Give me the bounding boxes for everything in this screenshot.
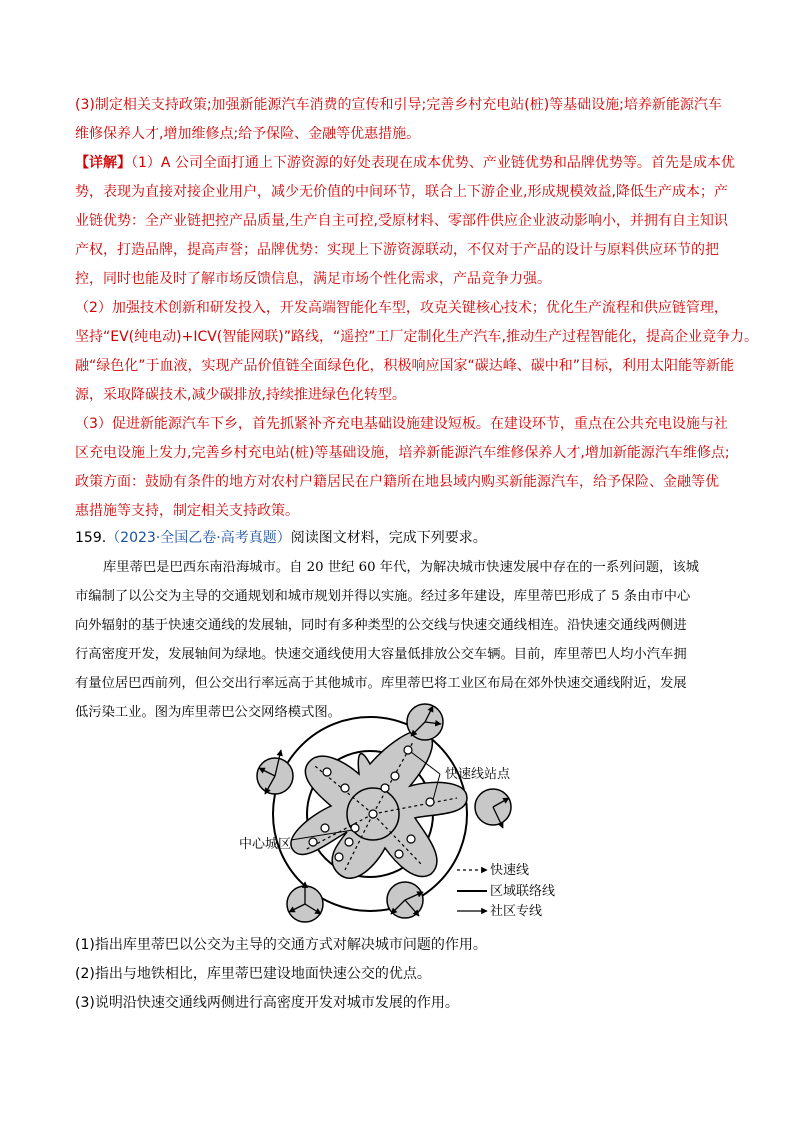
station bbox=[404, 746, 412, 754]
question-prompt: 阅读图文材料，完成下列要求。 bbox=[290, 530, 487, 546]
detail-line-12: 政策方面：鼓励有条件的地方对农村户籍居民在户籍所在地县域内购买新能源汽车，给予保险、金融等优 bbox=[75, 474, 719, 490]
legend-regional: 区域联络线 bbox=[490, 884, 556, 899]
subquestion-3: (3)说明沿快速交通线两侧进行高密度开发对城市发展的作用。 bbox=[75, 995, 459, 1011]
detail-line-4: 产权，打造品牌，提高声誉；品牌优势：实现上下游资源联动，不仅对于产品的设计与原料供应环节的把 bbox=[75, 242, 719, 258]
question-source: （2023·全国乙卷·高考真题） bbox=[106, 530, 291, 546]
station bbox=[351, 824, 359, 832]
station bbox=[369, 810, 377, 818]
station bbox=[391, 772, 399, 780]
station bbox=[345, 838, 353, 846]
answer-line-2: 维修保养人才,增加维修点;给予保险、金融等优惠措施。 bbox=[75, 126, 421, 142]
detail-line-10: （3）促进新能源汽车下乡，首先抓紧补齐充电基础设施建设短板。在建设环节，重点在公共充电设施与社 bbox=[75, 416, 728, 432]
passage-line-5: 有量位居巴西前列，但公交出行率远高于其他城市。库里蒂巴将工业区布局在郊外快速交通线附近，发展 bbox=[75, 676, 687, 691]
station bbox=[309, 838, 317, 846]
station bbox=[395, 850, 403, 858]
detail-tag: 【详解】 bbox=[75, 155, 131, 171]
station bbox=[381, 784, 389, 792]
passage-line-4: 行高密度开发，发展轴间为绿地。快速交通线使用大容量低排放公交车辆。目前，库里蒂巴人均小汽车拥 bbox=[75, 647, 687, 662]
station bbox=[323, 768, 331, 776]
subquestion-1: (1)指出库里蒂巴以公交为主导的交通方式对解决城市问题的作用。 bbox=[75, 937, 487, 953]
passage-line-1: 库里蒂巴是巴西东南沿海城市。自 20 世纪 60 年代，为解决城市快速发展中存在的一系列问题，该城 bbox=[103, 560, 699, 575]
passage-line-2: 市编制了以公交为主导的交通规划和城市规划并得以实施。经过多年建设，库里蒂巴形成了 5 条由市中心 bbox=[75, 589, 691, 604]
station bbox=[407, 835, 415, 843]
station bbox=[341, 784, 349, 792]
detail-line-7: 坚持“EV(纯电动)+ICV(智能网联)”路线，“遥控”工厂定制化生产汽车,推动生产过程智能化，提高企业竞争力。 bbox=[75, 329, 758, 345]
subquestion-2: (2)指出与地铁相比，库里蒂巴建设地面快速公交的优点。 bbox=[75, 966, 431, 982]
passage-line-3: 向外辐射的基于快速交通线的发展轴，同时有多种类型的公交线与快速交通线相连。沿快速交通线两侧进 bbox=[75, 618, 687, 633]
detail-line-2: 势，表现为直接对接企业用户，减少无价值的中间环节，联合上下游企业,形成规模效益,降低生产成本；产 bbox=[75, 184, 728, 200]
detail-line-6: （2）加强技术创新和研发投入，开发高端智能化车型，攻克关键核心技术；优化生产流程和供应链管理， bbox=[75, 300, 728, 316]
legend-community: 社区专线 bbox=[490, 904, 543, 919]
detail-line-9: 源，采取降碳技术,减少碳排放,持续推进绿色化转型。 bbox=[75, 387, 406, 403]
detail-line-3: 业链优势：全产业链把控产品质量,生产自主可控,受原材料、零部件供应企业波动影响小，并拥有自主知识 bbox=[75, 213, 728, 229]
detail-line-13: 惠措施等支持，制定相关支持政策。 bbox=[75, 503, 299, 519]
legend bbox=[457, 862, 555, 919]
station bbox=[335, 853, 343, 861]
detail-line-11: 区充电设施上发力,完善乡村充电站(桩)等基础设施，培养新能源汽车维修保养人才,增加新能源汽车维修点; bbox=[75, 445, 730, 461]
question-number: 159. bbox=[75, 530, 107, 546]
legend-express: 快速线 bbox=[490, 863, 530, 878]
bus-network-diagram bbox=[235, 702, 575, 934]
question-header bbox=[75, 528, 487, 548]
passage-line-6: 低污染工业。图为库里蒂巴公交网络模式图。 bbox=[75, 705, 341, 720]
answer-line-1: (3)制定相关支持政策;加强新能源汽车消费的宣传和引导;完善乡村充电站(桩)等基础设施;培养新能源汽车 bbox=[75, 97, 722, 113]
detail-line-1: 【详解】（1）A 公司全面打通上下游资源的好处表现在成本优势、产业链优势和品牌优势等。首先是成本优 bbox=[75, 155, 735, 171]
detail-line-5: 控，同时也能及时了解市场反馈信息，满足市场个性化需求，产品竞争力强。 bbox=[75, 271, 551, 287]
label-center: 中心城区 bbox=[239, 837, 292, 852]
label-station: 快速线站点 bbox=[445, 767, 511, 782]
station bbox=[321, 824, 329, 832]
detail-line-8: 融“绿色化”于血液，实现产品价值链全面绿色化，积极响应国家“碳达峰、碳中和”目标，利用太阳能等新能 bbox=[75, 358, 735, 374]
